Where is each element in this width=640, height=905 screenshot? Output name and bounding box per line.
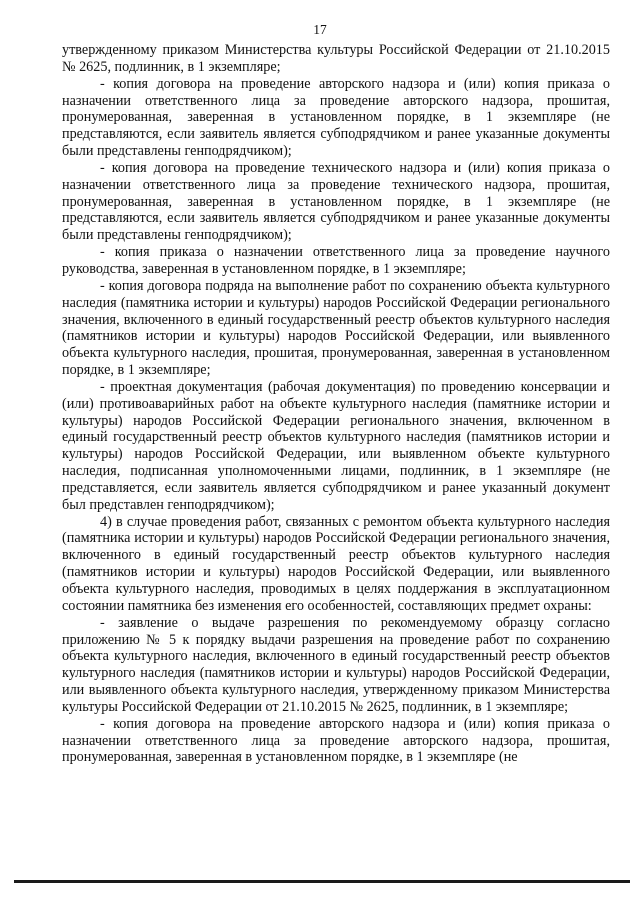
paragraph-1: утвержденному приказом Министерства культуры Российской Федерации от 21.10.2015 № 2625, подлинник, в 1 экземпляре; bbox=[62, 42, 610, 75]
paragraph-2: - копия договора на проведение авторского надзора и (или) копия приказа о назначении ответственного лица за проведение авторского надзора, прошитая, пронумерованная, заверенная в установленном порядке, в 1 экземпляре (не представляются, если заявитель является субподрядчиком и ранее указанные документы были представлены генподрядчиком); bbox=[62, 75, 610, 160]
paragraph-9: - копия договора на проведение авторского надзора и (или) копия приказа о назначении ответственного лица за проведение авторского надзора, прошитая, пронумерованная, заверенная в установленном порядке, в 1 экземпляре (не bbox=[62, 715, 610, 766]
paragraph-8: - заявление о выдаче разрешения по рекомендуемому образцу согласно приложению № 5 к порядку выдачи разрешения на проведение работ по сохранению объекта культурного наследия, включенного в единый государственный реестр объектов культурного наследия (памятников истории и культуры) народов Российской Федерации, или выявленного объекта культурного наследия, утвержденному приказом Министерства культуры Российской Федерации от 21.10.2015 № 2625, подлинник, в 1 экземпляре; bbox=[62, 614, 610, 715]
paragraph-3: - копия договора на проведение технического надзора и (или) копия приказа о назначении ответственного лица за проведение технического надзора, прошитая, пронумерованная, заверенная в установленном порядке, в 1 экземпляре (не представляются, если заявитель является субподрядчиком и ранее указанные документы были представлены генподрядчиком); bbox=[62, 159, 610, 244]
page-number: 17 bbox=[313, 22, 327, 37]
paragraph-4: - копия приказа о назначении ответственного лица за проведение научного руководства, заверенная в установленном порядке, в 1 экземпляре; bbox=[62, 244, 610, 277]
paragraph-7: 4) в случае проведения работ, связанных с ремонтом объекта культурного наследия (памятника истории и культуры) народов Российской Федерации регионального значения, включенного в единый государственный реестр объектов культурного наследия (памятников истории и культуры) народов Российской Федерации, или выявленного объекта культурного наследия, проводимых в целях поддержания в эксплуатационном состоянии памятника без изменения его особенностей, составляющих предмет охраны: bbox=[62, 513, 610, 614]
document-body bbox=[62, 42, 610, 766]
paragraph-5: - копия договора подряда на выполнение работ по сохранению объекта культурного наследия (памятника истории и культуры) народов Российской Федерации регионального значения, включенного в единый государственный реестр объектов культурного наследия (памятников истории и культуры) народов Российской Федерации, или выявленного объекта культурного наследия, прошитая, пронумерованная, заверенная в установленном порядке, в 1 экземпляре; bbox=[62, 277, 610, 379]
paragraph-6: - проектная документация (рабочая документация) по проведению консервации и (или) противоаварийных работ на объекте культурного наследия (памятнике истории и культуры) народов Российской Федерации регионального значения, включенном в единый государственный реестр объектов культурного наследия (памятников истории и культуры) народов Российской Федерации, или выявленном объекте культурного наследия, подписанная уполномоченными лицами, подлинник, в 1 экземпляре (не представляется, если заявитель является субподрядчиком и ранее указанный документ был представлен генподрядчиком); bbox=[62, 378, 610, 513]
page-bottom-rule bbox=[14, 880, 630, 883]
